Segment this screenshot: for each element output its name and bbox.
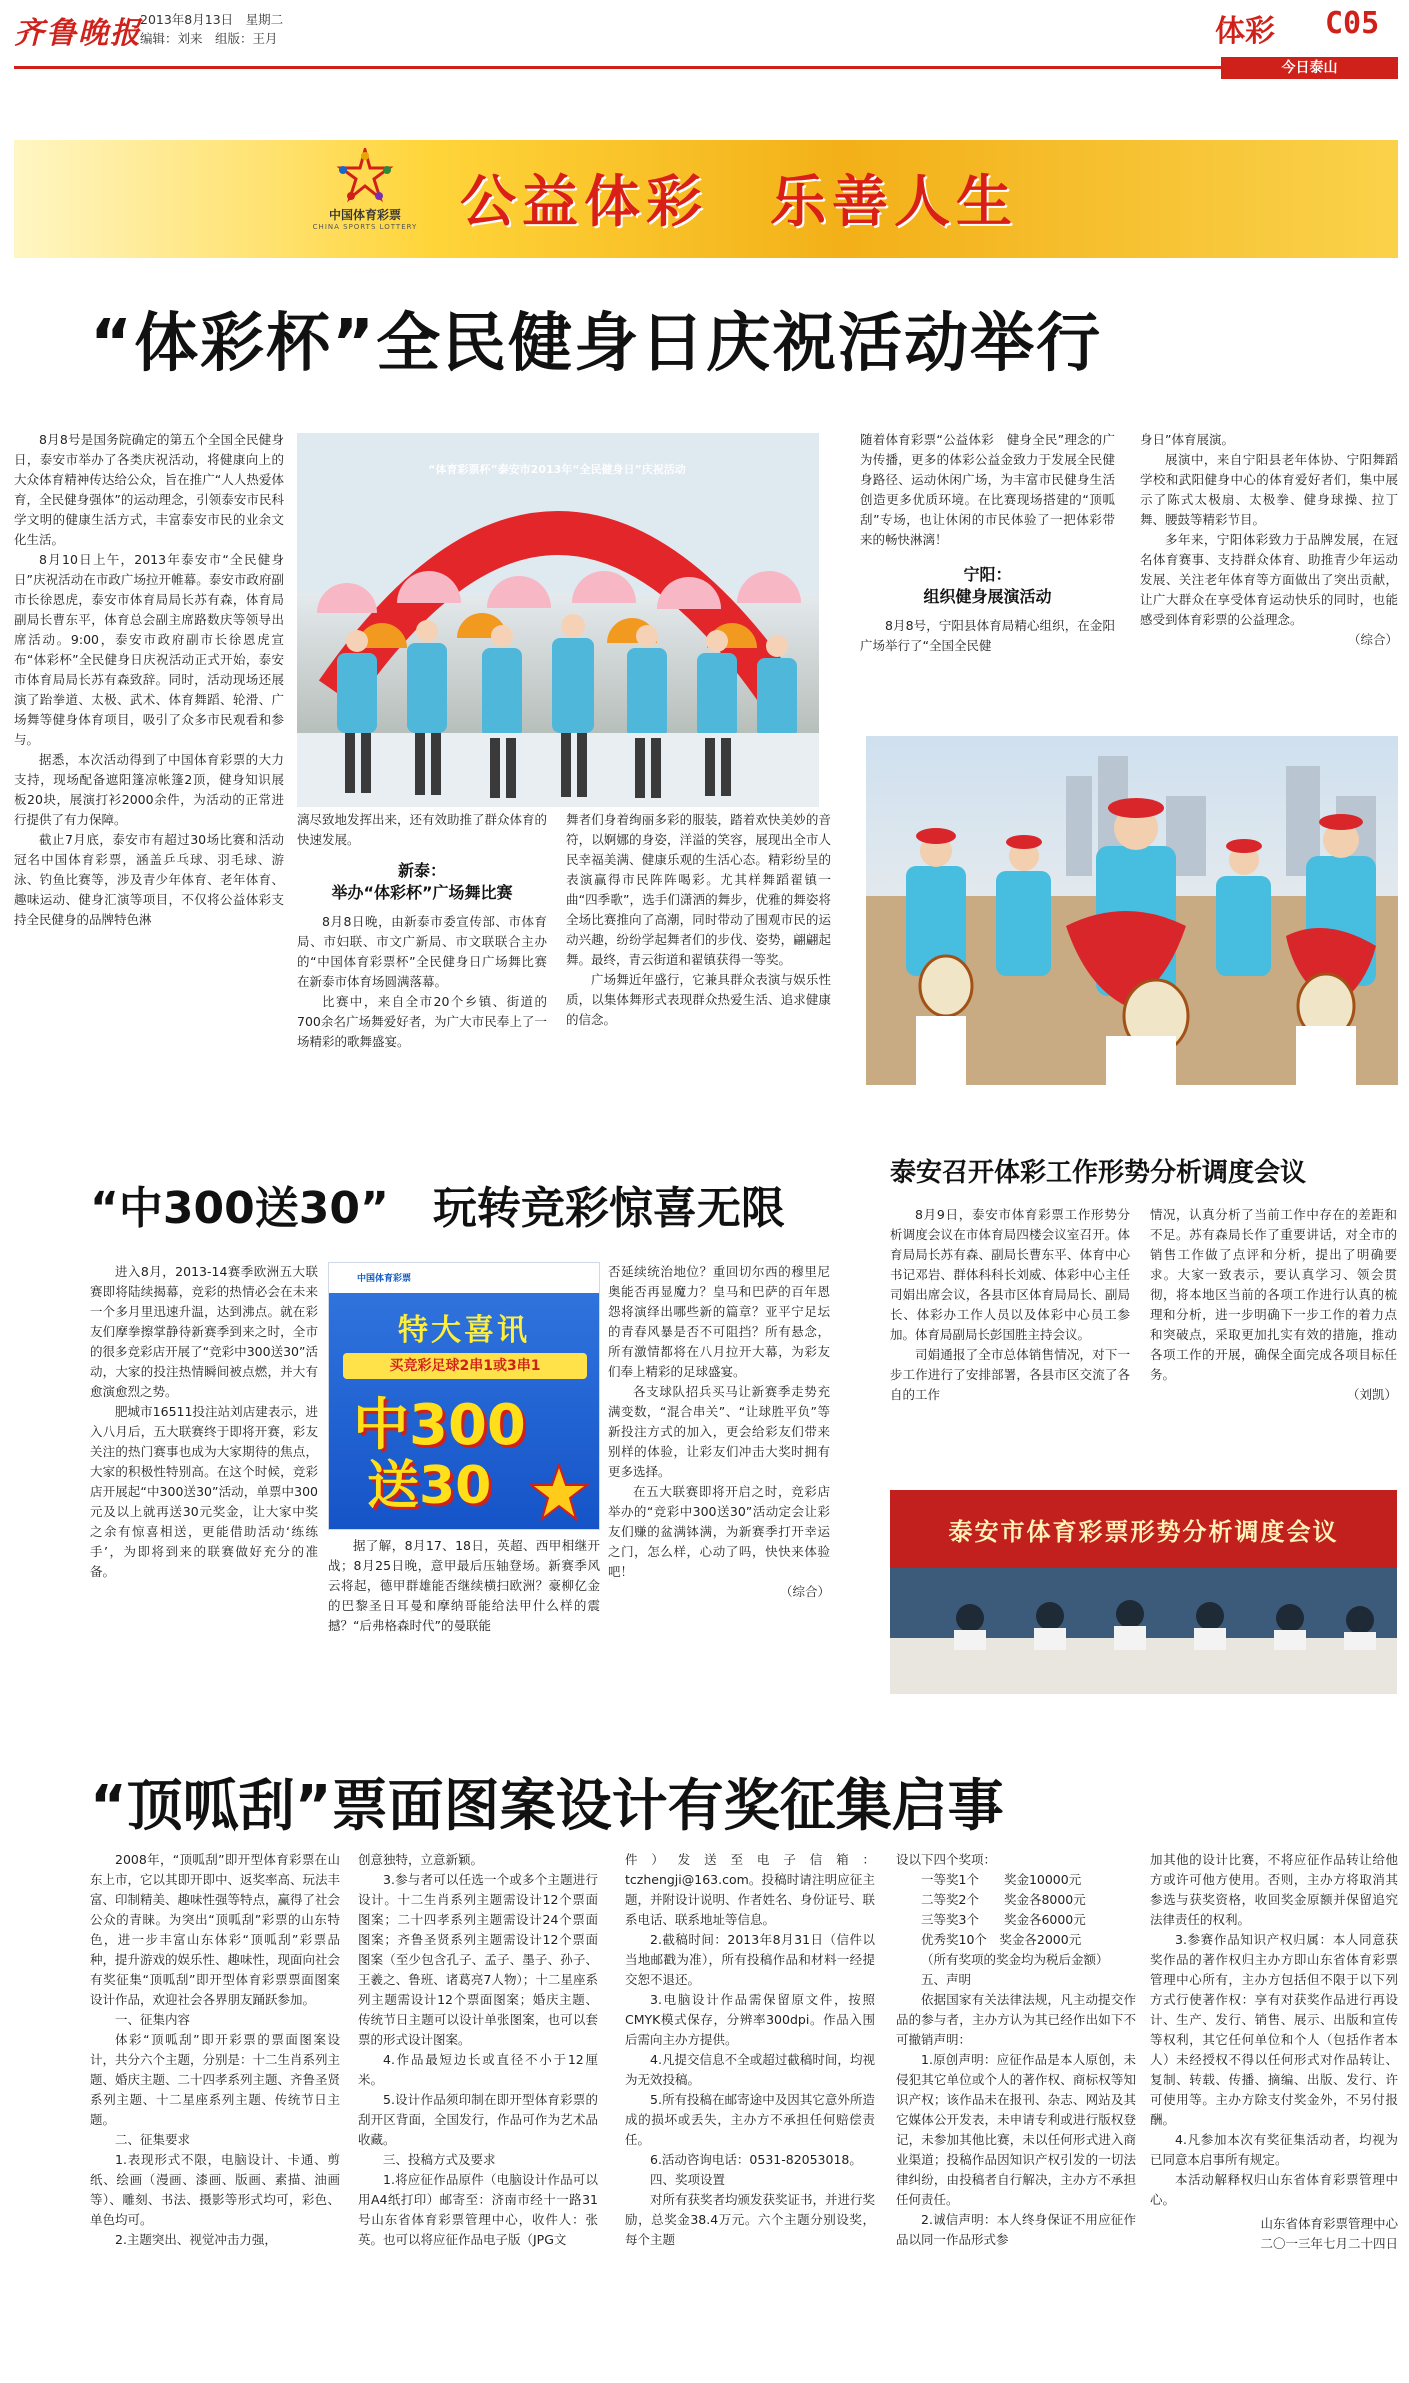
section-heading: 一、征集内容 [115,2012,191,2027]
paragraph: 各支球队招兵买马让新赛季走势充满变数，“混合串关”、“让球胜平负”等新投注方式的加入，更会给彩友们带来别样的体验，让彩友们冲击大奖时拥有更多选择。 [608,1384,830,1479]
paragraph: 肥城市16511投注站刘店建表示，进入八月后，五大联赛终于即将开赛，彩友关注的热门赛事也成为大家期待的焦点，大家的积极性特别高。在这个时候，竞彩店开展起“中300送30”活动，单票中300元及以上就再送30元奖金，让大家中奖之余有惊喜相送，更能借助活动‘练练手’，为即将到来的联赛做好充分的准备。 [90,1404,318,1579]
photo-fan-dancers [297,433,819,807]
photo-meeting [890,1490,1397,1694]
paragraph: 加其他的设计比赛，不将应征作品转让给他方或许可他方使用。否则，主办方将取消其参选与获奖资格，收回奖金原额并保留追究法律责任的权利。 [1150,1852,1398,1927]
logo-en-text: CHINA SPORTS LOTTERY [312,223,418,231]
paragraph: 设以下四个奖项： [896,1852,997,1867]
paragraph: 创意独特，立意新颖。 [358,1852,484,1867]
paragraph: 8月10日上午，2013年泰安市“全民健身日”庆祝活动在市政广场拉开帷幕。泰安市政府副市长徐恩虎，泰安市体育局局长苏有森，体育局副局长曹东平，体育总会副主席路数庆等领导出席活动。9:00，泰安市政府副市长徐恩虎宣布“体彩杯”全民健身日庆祝活动正式开始，泰安市体育局局长苏有森致辞。同时，活动现场还展演了跆拳道、太极、武术、体育舞蹈、轮滑、广场舞等健身体育项目，吸引了众多市民观看和参与。 [14,552,284,747]
local-edition-tag: 今日泰山 [1221,57,1398,79]
ad-topbar [329,1263,599,1293]
article2-column-1 [90,1262,318,1582]
article2-headline: “中300送30” 玩转竞彩惊喜无限 [90,1183,785,1234]
paragraph: 1.表现形式不限，电脑设计、卡通、剪纸、绘画（漫画、漆画、版画、素描、油画等）、雕刻、书法、摄影等形式均可，彩色、单色均可。 [90,2152,340,2227]
subhead-ningyang: 宁阳： [963,565,1012,584]
signature-org: 山东省体育彩票管理中心 [1260,2216,1398,2231]
logo-cn-text: 中国体育彩票 [328,208,401,222]
article1-column-4 [860,430,1115,656]
paragraph: 多年来，宁阳体彩致力于品牌发展，在冠名体育赛事、支持群众体育、助推青少年运动发展、关注老年体育等方面做出了突出贡献，让广大群众在享受体育运动快乐的同时，也能感受到体育彩票的公益理念。 [1140,532,1398,627]
paragraph: 本活动解释权归山东省体育彩票管理中心。 [1150,2172,1398,2207]
paragraph: 1.将应征作品原件（电脑设计作品可以用A4纸打印）邮寄至：济南市经十一路31号山东省体育彩票管理中心，收件人：张英。也可以将应征作品电子版（JPG文 [358,2172,598,2247]
paragraph: 截止7月底，泰安市有超过30场比赛和活动冠名中国体育彩票，涵盖乒乓球、羽毛球、游泳、钓鱼比赛等，涉及青少年体育、老年体育、趣味运动、健身汇演等项目，不仅将公益体彩支持全民健身的品牌特色淋 [14,832,284,927]
article1-credit: （综合） [1347,632,1398,647]
paragraph: 4.凡提交信息不全或超过截稿时间，均视为无效投稿。 [625,2052,875,2087]
photo-arch-text: “体育彩票杯”泰安市2013年“全民健身日”庆祝活动 [428,463,686,476]
lottery-star-icon [335,148,395,204]
star-icon [529,1463,589,1523]
article4-column-5 [1150,1850,1398,2254]
article3-column-2 [1150,1205,1397,1405]
article3-headline: 泰安召开体彩工作形势分析调度会议 [890,1158,1307,1188]
paragraph: 展演中，来自宁阳县老年体协、宁阳舞蹈学校和武阳健身中心的体育爱好者们，集中展示了陈式太极扇、太极拳、健身球操、拉丁舞、腰鼓等精彩节目。 [1140,452,1398,527]
paragraph: 司娟通报了全市总体销售情况，对下一步工作进行了安排部署，各县市区交流了各自的工作 [890,1347,1130,1402]
section-tag: 体彩 [1215,14,1275,49]
subhead-xintai: 新泰： [397,861,446,880]
paragraph: 6.活动咨询电话：0531-82053018。 [650,2152,862,2167]
paragraph: 3.参与者可以任选一个或多个主题进行设计。十二生肖系列主题需设计12个票面图案；二十四孝系列主题需设计24个票面图案；齐鲁圣贤系列主题需设计12个票面图案（至少包含孔子、孟子、墨子、孙子、王羲之、鲁班、诸葛亮7人物）；十二星座系列主题需设计12个票面图案；婚庆主题、传统节日主题可以设计单张图案，也可以套票的形式设计图案。 [358,1872,598,2047]
subhead-xintai-title: 举办“体彩杯”广场舞比赛 [331,883,513,902]
masthead-logo: 齐鲁晚报 [14,16,142,51]
paragraph: 4.凡参加本次有奖征集活动者，均视为已同意本启事所有规定。 [1150,2132,1398,2167]
article4-column-3 [625,1850,875,2250]
jingcai-promo-ad [328,1262,600,1530]
article1-headline: “体彩杯”全民健身日庆祝活动举行 [90,307,1103,381]
paragraph: 体彩“顶呱刮”即开彩票的票面图案设计，共分六个主题，分别是：十二生肖系列主题、婚庆主题、二十四孝系列主题、齐鲁圣贤系列主题、十二星座系列主题、传统节日主题。 [90,2032,341,2127]
ad-big-win: 中300 [353,1393,526,1458]
prize-line: 三等奖3个 奖金各6000元 [921,1912,1086,1927]
paragraph: 随着体育彩票“公益体彩 健身全民”理念的广为传播，更多的体彩公益金致力于发展全民健身路径、运动休闲广场，为丰富市民健身生活创造更多优质环境。在比赛现场搭建的“顶呱刮”专场，也让休闲的市民体验了一把体彩带来的畅快淋漓！ [860,432,1115,547]
prize-line: 优秀奖10个 奖金各2000元 [921,1932,1082,1947]
paragraph: 1.原创声明：应征作品是本人原创，未侵犯其它单位或个人的著作权、商标权等知识产权；该作品未在报刊、杂志、网站及其它媒体公开发表，未申请专利或进行版权登记，未参加其他比赛，未以任何形式进入商业渠道；投稿作品因知识产权引发的一切法律纠纷，由投稿者自行解决，主办方不承担任何责任。 [896,2052,1136,2207]
ad-big-bonus: 送30 [367,1456,492,1516]
article4-column-2 [358,1850,598,2250]
page-number: C05 [1325,6,1380,41]
article3-credit: （刘凯） [1346,1387,1397,1402]
ad-title: 特大喜讯 [398,1313,530,1348]
prize-note: （所有奖项的奖金均为税后金额） [921,1952,1109,1967]
paragraph: 8月8号，宁阳县体育局精心组织，在金阳广场举行了“全国全民健 [860,618,1115,653]
paragraph: 情况，认真分析了当前工作中存在的差距和不足。苏有森局长作了重要讲话，对全市的销售工作做了点评和分析，提出了明确要求。大家一致表示，要认真学习、领会贯彻，将本地区当前的各项工作进行认真的梳理和分析，进一步明确下一步工作的着力点和突破点，采取更加扎实有效的措施，推动各项工作的开展，确保全面完成各项目标任务。 [1150,1207,1397,1382]
paragraph: 漓尽致地发挥出来，还有效助推了群众体育的快速发展。 [297,812,548,847]
prize-line: 一等奖1个 奖金10000元 [921,1872,1082,1887]
paragraph: 2008年，“顶呱刮”即开型体育彩票在山东上市，它以其即开即中、返奖率高、玩法丰富、印制精美、趣味性强等特点，赢得了社会公众的青睐。为突出“顶呱刮”彩票的山东特色，进一步丰富山东体彩“顶呱刮”彩票品种，提升游戏的娱乐性、趣味性，现面向社会有奖征集“顶呱刮”即开型体育彩票票面图案设计作品，欢迎社会各界朋友踊跃参加。 [90,1852,341,2007]
paragraph: 对所有获奖者均颁发获奖证书，并进行奖励，总奖金38.4万元。六个主题分别设奖，每个主题 [625,2192,876,2247]
paragraph: 4.作品最短边长或直径不小于12厘米。 [358,2052,598,2087]
paragraph: 舞者们身着绚丽多彩的服装，踏着欢快美妙的音符，以婀娜的身姿，洋溢的笑容，展现出全市人民幸福美满、健康乐观的生活心态。精彩纷呈的表演赢得市民阵阵喝彩。尤其样舞蹈翟镇一曲“四季歌”，选手们潇洒的舞步，优雅的舞姿将全场比赛推向了高潮，同时带动了围观市民的运动兴趣，纷纷学起舞者们的步伐、姿势，翩翩起舞。最终，青云街道和翟镇获得一等奖。 [566,812,831,967]
masthead-meta [140,10,283,48]
paragraph: 2.主题突出、视觉冲击力强， [115,2232,277,2247]
section-heading: 四、奖项设置 [650,2172,726,2187]
paragraph: 据悉，本次活动得到了中国体育彩票的大力支持，现场配备遮阳篷凉帐篷2顶，健身知识展板20块，展演打衫2000余件，为活动的正常进行提供了有力保障。 [14,752,284,827]
paragraph: 2.截稿时间：2013年8月31日（信件以当地邮戳为准），所有投稿作品和材料一经提交恕不退还。 [625,1932,875,1987]
china-sports-lottery-logo [300,148,430,248]
paragraph: 身日”体育展演。 [1140,432,1234,447]
article1-column-1 [14,430,284,930]
date-line: 2013年8月13日 星期二 [140,12,284,27]
editors-line: 编辑：刘来 组版：王月 [140,31,278,46]
ad-logo-text: 中国体育彩票 [357,1274,412,1284]
ad-subtitle: 买竞彩足球2串1或3串1 [343,1353,587,1379]
paragraph: 5.所有投稿在邮寄途中及因其它意外所造成的损坏或丢失，主办方不承担任何赔偿责任。 [625,2092,875,2147]
article2-credit: （综合） [779,1584,830,1599]
paragraph: 5.设计作品须印制在即开型体育彩票的刮开区背面，全国发行，作品可作为艺术品收藏。 [358,2092,598,2147]
article2-column-2 [328,1536,600,1636]
paragraph: 广场舞近年盛行，它兼具群众表演与娱乐性质，以集体舞形式表现群众热爱生活、追求健康的信念。 [566,972,831,1027]
article1-column-3 [566,810,831,1030]
article4-column-4 [896,1850,1136,2250]
paragraph: 8月9日，泰安市体育彩票工作形势分析调度会议在市体育局四楼会议室召开。体育局局长苏有森、副局长曹东平、体育中心书记邓岩、群体科科长刘威、体彩中心主任司娟出席会议，各县市区体育局局长、副局长、体彩办工作人员以及体彩中心员工参加。体育局副局长彭国胜主持会议。 [890,1207,1130,1342]
paragraph: 据了解，8月17、18日，英超、西甲相继开战；8月25日晚，意甲最后压轴登场。新赛季风云将起，德甲群雄能否继续横扫欧洲？豪柳亿金的巴黎圣日耳曼和摩纳哥能给法甲什么样的震撼？“后弗格森时代”的曼联能 [328,1538,600,1633]
header-rule [14,66,1398,69]
paragraph: 8月8日晚，由新泰市委宣传部、市体育局、市妇联、市文广新局、市文联联合主办的“中国体育彩票杯”全民健身日广场舞比赛在新泰市体育场圆满落幕。 [297,914,547,989]
paragraph: 2.诚信声明：本人终身保证不用应征作品以同一作品形式参 [896,2212,1136,2247]
article2-column-3 [608,1262,830,1602]
article1-column-2 [297,810,547,1052]
paragraph: 否延续统治地位？重回切尔西的穆里尼奥能否再显魔力？皇马和巴萨的百年恩怨将演绎出哪些新的篇章？亚平宁足坛的青春风暴是否不可阻挡？所有悬念，所有激情都将在八月拉开大幕，为彩友们奉上精彩的足球盛宴。 [608,1264,830,1379]
signature-date: 二〇一三年七月二十四日 [1260,2236,1398,2251]
paragraph: 比赛中，来自全市20个乡镇、街道的700余名广场舞爱好者，为广大市民奉上了一场精彩的歌舞盛宴。 [297,994,547,1049]
section-heading: 三、投稿方式及要求 [383,2152,496,2167]
paragraph: 在五大联赛即将开启之时，竞彩店举办的“竞彩中300送30”活动定会让彩友们赚的盆满钵满，为新赛季打开幸运之门，怎么样，心动了吗，快快来体验吧！ [608,1484,830,1579]
prize-line: 二等奖2个 奖金各8000元 [921,1892,1086,1907]
meeting-banner-text: 泰安市体育彩票形势分析调度会议 [948,1518,1339,1546]
section-heading: 二、征集要求 [115,2132,191,2147]
paragraph: 8月8号是国务院确定的第五个全国全民健身日，泰安市举办了各类庆祝活动，将健康向上的大众体育精神传达给公众，旨在推广“人人热爱体育，全民健身强体”的运动理念，引领泰安市民科学文明的健康生活方式，丰富泰安市民的业余文化生活。 [14,432,284,547]
banner-slogan: 公益体彩 乐善人生 [460,169,1018,235]
paragraph: 依据国家有关法律法规，凡主动提交作品的参与者，主办方认为其已经作出如下不可撤销声明： [896,1992,1136,2047]
article4-headline: “顶呱刮”票面图案设计有奖征集启事 [90,1774,1004,1839]
subhead-ningyang-title: 组织健身展演活动 [923,587,1052,606]
article1-column-5 [1140,430,1398,650]
article4-column-1 [90,1850,340,2250]
section-heading: 五、声明 [921,1972,972,1987]
paragraph: 3.电脑设计作品需保留原文件，按照CMYK模式保存，分辨率300dpi。作品入围后需向主办方提供。 [625,1992,875,2047]
paragraph: 3.参赛作品知识产权归属：本人同意获奖作品的著作权归主办方即山东省体育彩票管理中心所有，主办方包括但不限于以下列方式行使著作权：享有对获奖作品进行再设计、生产、发行、销售、展示、出版和宣传等权利，其它任何单位和个人（包括作者本人）未经授权不得以任何形式对作品转让、复制、转载、传播、摘编、出版、发行、许可使用等。主办方除支付奖金外，不另付报酬。 [1150,1932,1398,2127]
paragraph: 进入8月，2013-14赛季欧洲五大联赛即将陆续揭幕，竞彩的热情必会在未来一个多月里迅速升温，达到沸点。就在彩友们摩拳擦掌静待新赛季到来之时，全市的很多竞彩店开展了“竞彩中300送30”活动，大家的投注热情瞬间被点燃，并大有愈演愈烈之势。 [90,1264,318,1399]
article3-column-1 [890,1205,1130,1405]
paragraph: 件）发送至电子信箱：tczhengji@163.com。投稿时请注明应征主题，并附设计说明、作者姓名、身份证号、联系电话、联系地址等信息。 [625,1852,876,1927]
photo-drum-performers [866,736,1398,1085]
